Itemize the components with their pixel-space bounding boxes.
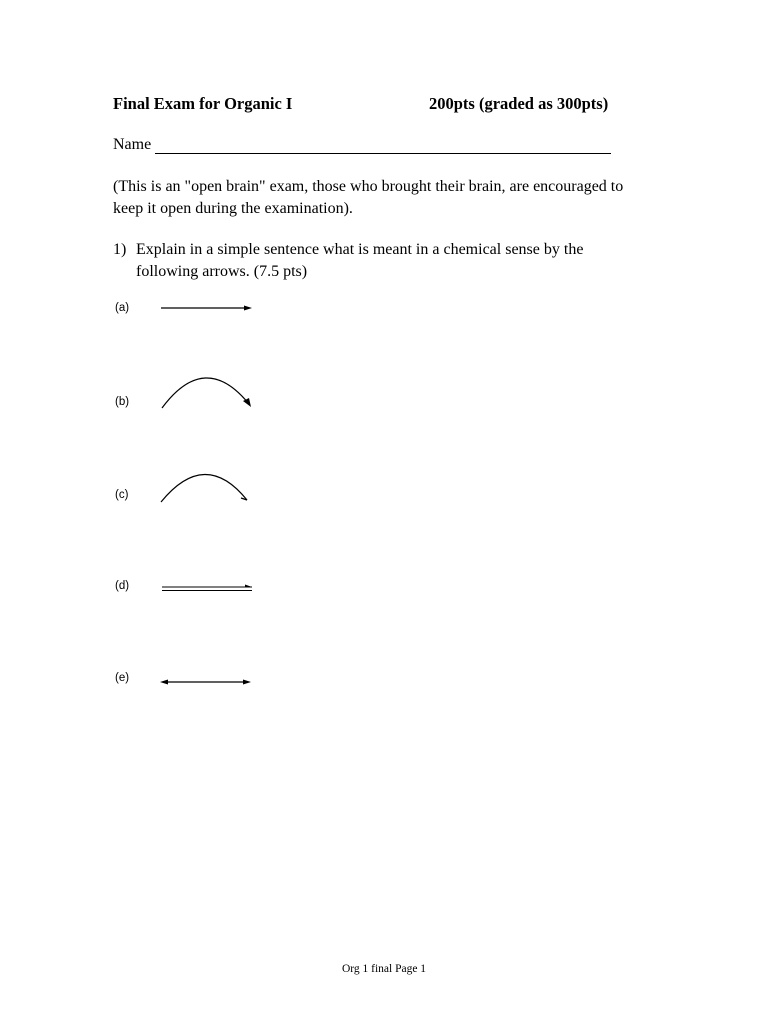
- intro-note: (This is an "open brain" exam, those who brought their brain, are encouraged to keep it open during the examination).: [113, 178, 624, 217]
- question-text: Explain in a simple sentence what is meant in a chemical sense by the following arrows. (7.5 pts): [136, 241, 584, 280]
- resonance-arrow-icon: [150, 670, 260, 694]
- part-label-b: (b): [115, 396, 130, 408]
- part-label-e: (e): [115, 672, 130, 684]
- name-label: Name: [113, 136, 152, 153]
- curved-full-arrow-icon: [150, 372, 260, 412]
- part-label-a: (a): [115, 302, 130, 314]
- part-label-c: (c): [115, 489, 129, 501]
- exam-points: 200pts (graded as 300pts): [429, 94, 609, 113]
- equilibrium-arrow-icon: [150, 577, 260, 601]
- question-number: 1): [113, 241, 127, 258]
- name-blank-line[interactable]: [155, 153, 611, 154]
- part-label-d: (d): [115, 580, 130, 592]
- exam-title: Final Exam for Organic I: [113, 94, 293, 113]
- page-footer: Org 1 final Page 1: [341, 963, 427, 975]
- curved-half-arrow-icon: [150, 468, 260, 508]
- single-reaction-arrow-icon: [150, 296, 260, 320]
